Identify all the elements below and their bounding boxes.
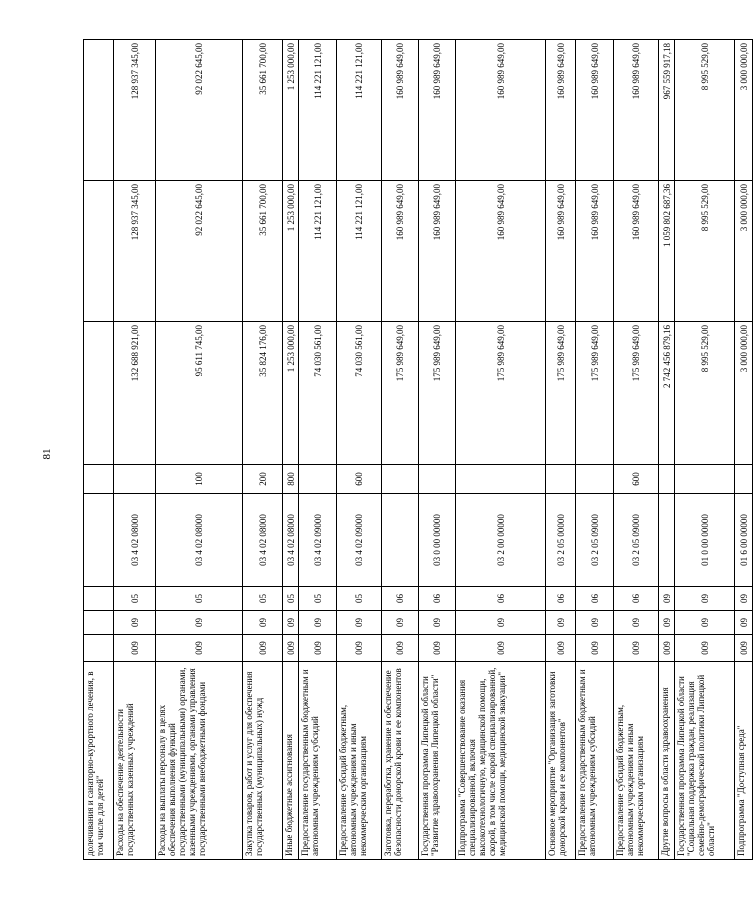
table-row: [243, 40, 283, 860]
row-name: Другие вопросы в области здравоохранения: [659, 662, 675, 860]
expense-type-code: [382, 465, 419, 494]
row-name: Расходы на выплаты персоналу в целях обеспечения выполнения функций государственными (муниципальными) органами, казенными учреждениями, органами управления государственными внебюджетными фондами: [156, 662, 243, 860]
expense-type-code: [675, 465, 735, 494]
target-article-code: 01 0 00 00000: [675, 494, 735, 587]
amount-year-3: 114 221 121,00: [337, 40, 382, 181]
row-name: Государственная программа Липецкой области "Социальная поддержка граждан, реализация семейно-демографической политики Липецкой области": [675, 662, 735, 860]
subsection-code: 06: [576, 587, 614, 611]
target-article-code: 03 4 02 09000: [299, 494, 337, 587]
target-article-code: 03 4 02 08000: [114, 494, 156, 587]
amount-year-2: 35 661 700,00: [243, 181, 283, 322]
section-code: 09: [283, 611, 299, 635]
amount-year-1: 2 742 456 879,16: [659, 322, 675, 465]
amount-year-2: 114 221 121,00: [299, 181, 337, 322]
subsection-code: 06: [456, 587, 546, 611]
amount-year-1: 175 989 649,00: [576, 322, 614, 465]
row-name: Подпрограмма "Доступная среда": [735, 662, 753, 860]
section-code: 09: [659, 611, 675, 635]
subsection-code: 06: [419, 587, 456, 611]
amount-year-3: 92 022 645,00: [156, 40, 243, 181]
amount-year-3: 35 661 700,00: [243, 40, 283, 181]
target-article-code: 03 2 05 09000: [576, 494, 614, 587]
expense-type-code: [299, 465, 337, 494]
row-name: Расходы на обеспечение деятельности государственных казенных учреждений: [114, 662, 156, 860]
section-code: 09: [735, 611, 753, 635]
table-row: [156, 40, 243, 860]
amount-year-1: 175 989 649,00: [614, 322, 659, 465]
table-row: [84, 40, 114, 860]
grbs-code: 009: [283, 635, 299, 662]
row-name: Заготовка, переработка, хранение и обеспечение безопасности донорской крови и ее компонентов: [382, 662, 419, 860]
section-code: 09: [382, 611, 419, 635]
amount-year-2: 92 022 645,00: [156, 181, 243, 322]
budget-table: [83, 39, 753, 860]
target-article-code: 03 0 00 00000: [419, 494, 456, 587]
target-article-code: 03 2 05 00000: [546, 494, 576, 587]
target-article-code: [382, 494, 419, 587]
amount-year-1: [84, 322, 114, 465]
section-code: [84, 611, 114, 635]
subsection-code: 06: [546, 587, 576, 611]
table-row: [735, 40, 753, 860]
grbs-code: 009: [243, 635, 283, 662]
amount-year-3: 160 989 649,00: [546, 40, 576, 181]
table-row: [382, 40, 419, 860]
target-article-code: 03 4 02 09000: [337, 494, 382, 587]
amount-year-2: [84, 181, 114, 322]
table-row: [283, 40, 299, 860]
amount-year-3: 128 937 345,00: [114, 40, 156, 181]
amount-year-2: 160 989 649,00: [546, 181, 576, 322]
section-code: 09: [546, 611, 576, 635]
amount-year-1: 1 253 000,00: [283, 322, 299, 465]
amount-year-2: 1 253 000,00: [283, 181, 299, 322]
section-code: 09: [337, 611, 382, 635]
grbs-code: [84, 635, 114, 662]
section-code: 09: [243, 611, 283, 635]
target-article-code: 03 4 02 08000: [156, 494, 243, 587]
expense-type-code: 100: [156, 465, 243, 494]
amount-year-1: 175 989 649,00: [382, 322, 419, 465]
table-row: [546, 40, 576, 860]
amount-year-1: 175 989 649,00: [546, 322, 576, 465]
section-code: 09: [114, 611, 156, 635]
amount-year-1: 3 000 000,00: [735, 322, 753, 465]
amount-year-2: 160 989 649,00: [419, 181, 456, 322]
grbs-code: 009: [299, 635, 337, 662]
grbs-code: 009: [382, 635, 419, 662]
amount-year-2: 8 995 529,00: [675, 181, 735, 322]
row-name: Подпрограмма "Совершенствование оказания специализированной, включая высокотехнологичную, медицинской помощи, скорой, в том числе скорой специализированной, медицинской помощи, медицинской эвакуации": [456, 662, 546, 860]
amount-year-1: 8 995 529,00: [675, 322, 735, 465]
budget-table-body: [84, 40, 753, 860]
amount-year-2: 114 221 121,00: [337, 181, 382, 322]
grbs-code: 009: [114, 635, 156, 662]
rotated-page-content: [83, 40, 749, 860]
table-row: [675, 40, 735, 860]
amount-year-3: 160 989 649,00: [419, 40, 456, 181]
subsection-code: 05: [283, 587, 299, 611]
row-name: долечивания и санаторно-курортного лечения, в том числе для детей": [84, 662, 114, 860]
table-row: [114, 40, 156, 860]
table-row: [614, 40, 659, 860]
amount-year-1: 35 824 176,00: [243, 322, 283, 465]
amount-year-3: 160 989 649,00: [614, 40, 659, 181]
subsection-code: 09: [675, 587, 735, 611]
row-name: Предоставление субсидий бюджетным, автономным учреждениям и иным некоммерческим организациям: [614, 662, 659, 860]
expense-type-code: [419, 465, 456, 494]
grbs-code: 009: [337, 635, 382, 662]
amount-year-3: 160 989 649,00: [382, 40, 419, 181]
subsection-code: 09: [735, 587, 753, 611]
amount-year-3: 114 221 121,00: [299, 40, 337, 181]
amount-year-1: 175 989 649,00: [456, 322, 546, 465]
amount-year-2: 160 989 649,00: [576, 181, 614, 322]
subsection-code: 05: [114, 587, 156, 611]
section-code: 09: [456, 611, 546, 635]
target-article-code: 03 4 02 08000: [243, 494, 283, 587]
section-code: 09: [675, 611, 735, 635]
amount-year-1: 74 030 561,00: [337, 322, 382, 465]
grbs-code: 009: [675, 635, 735, 662]
amount-year-2: 160 989 649,00: [382, 181, 419, 322]
expense-type-code: [659, 465, 675, 494]
subsection-code: 05: [156, 587, 243, 611]
expense-type-code: 200: [243, 465, 283, 494]
table-row: [299, 40, 337, 860]
grbs-code: 009: [419, 635, 456, 662]
row-name: Закупка товаров, работ и услуг для обеспечения государственных (муниципальных) нужд: [243, 662, 283, 860]
grbs-code: 009: [659, 635, 675, 662]
target-article-code: [84, 494, 114, 587]
subsection-code: 05: [299, 587, 337, 611]
grbs-code: 009: [546, 635, 576, 662]
target-article-code: 03 2 05 09000: [614, 494, 659, 587]
amount-year-2: 128 937 345,00: [114, 181, 156, 322]
section-code: 09: [156, 611, 243, 635]
row-name: Предоставление субсидий бюджетным, автономным учреждениям и иным некоммерческим организациям: [337, 662, 382, 860]
target-article-code: [659, 494, 675, 587]
subsection-code: 05: [243, 587, 283, 611]
amount-year-2: 160 989 649,00: [614, 181, 659, 322]
amount-year-1: 132 688 921,00: [114, 322, 156, 465]
target-article-code: 03 2 00 00000: [456, 494, 546, 587]
section-code: 09: [576, 611, 614, 635]
amount-year-2: 160 989 649,00: [456, 181, 546, 322]
row-name: Государственная программа Липецкой области "Развитие здравоохранения Липецкой области": [419, 662, 456, 860]
amount-year-1: 175 989 649,00: [419, 322, 456, 465]
expense-type-code: 800: [283, 465, 299, 494]
grbs-code: 009: [735, 635, 753, 662]
amount-year-3: 160 989 649,00: [576, 40, 614, 181]
amount-year-1: 95 611 745,00: [156, 322, 243, 465]
target-article-code: 01 6 00 00000: [735, 494, 753, 587]
amount-year-3: 160 989 649,00: [456, 40, 546, 181]
table-row: [659, 40, 675, 860]
target-article-code: 03 4 02 08000: [283, 494, 299, 587]
amount-year-3: 8 995 529,00: [675, 40, 735, 181]
amount-year-1: 74 030 561,00: [299, 322, 337, 465]
table-row: [576, 40, 614, 860]
row-name: Иные бюджетные ассигнования: [283, 662, 299, 860]
page-number: 81: [41, 448, 53, 460]
expense-type-code: 600: [614, 465, 659, 494]
row-name: Предоставление государственным бюджетным и автономным учреждениям субсидий: [299, 662, 337, 860]
expense-type-code: [114, 465, 156, 494]
grbs-code: 009: [576, 635, 614, 662]
section-code: 09: [299, 611, 337, 635]
expense-type-code: [84, 465, 114, 494]
table-row: [337, 40, 382, 860]
table-row: [419, 40, 456, 860]
amount-year-3: [84, 40, 114, 181]
amount-year-2: 1 059 802 687,36: [659, 181, 675, 322]
amount-year-3: 3 000 000,00: [735, 40, 753, 181]
subsection-code: 09: [659, 587, 675, 611]
expense-type-code: [576, 465, 614, 494]
section-code: 09: [614, 611, 659, 635]
grbs-code: 009: [156, 635, 243, 662]
subsection-code: 06: [614, 587, 659, 611]
subsection-code: 05: [337, 587, 382, 611]
grbs-code: 009: [614, 635, 659, 662]
expense-type-code: 600: [337, 465, 382, 494]
expense-type-code: [735, 465, 753, 494]
row-name: Предоставление государственным бюджетным и автономным учреждениям субсидий: [576, 662, 614, 860]
section-code: 09: [419, 611, 456, 635]
grbs-code: 009: [456, 635, 546, 662]
amount-year-3: 1 253 000,00: [283, 40, 299, 181]
table-row: [456, 40, 546, 860]
expense-type-code: [456, 465, 546, 494]
subsection-code: [84, 587, 114, 611]
expense-type-code: [546, 465, 576, 494]
row-name: Основное мероприятие "Организация заготовки донорской крови и ее компонентов": [546, 662, 576, 860]
subsection-code: 06: [382, 587, 419, 611]
amount-year-2: 3 000 000,00: [735, 181, 753, 322]
amount-year-3: 967 559 917,18: [659, 40, 675, 181]
